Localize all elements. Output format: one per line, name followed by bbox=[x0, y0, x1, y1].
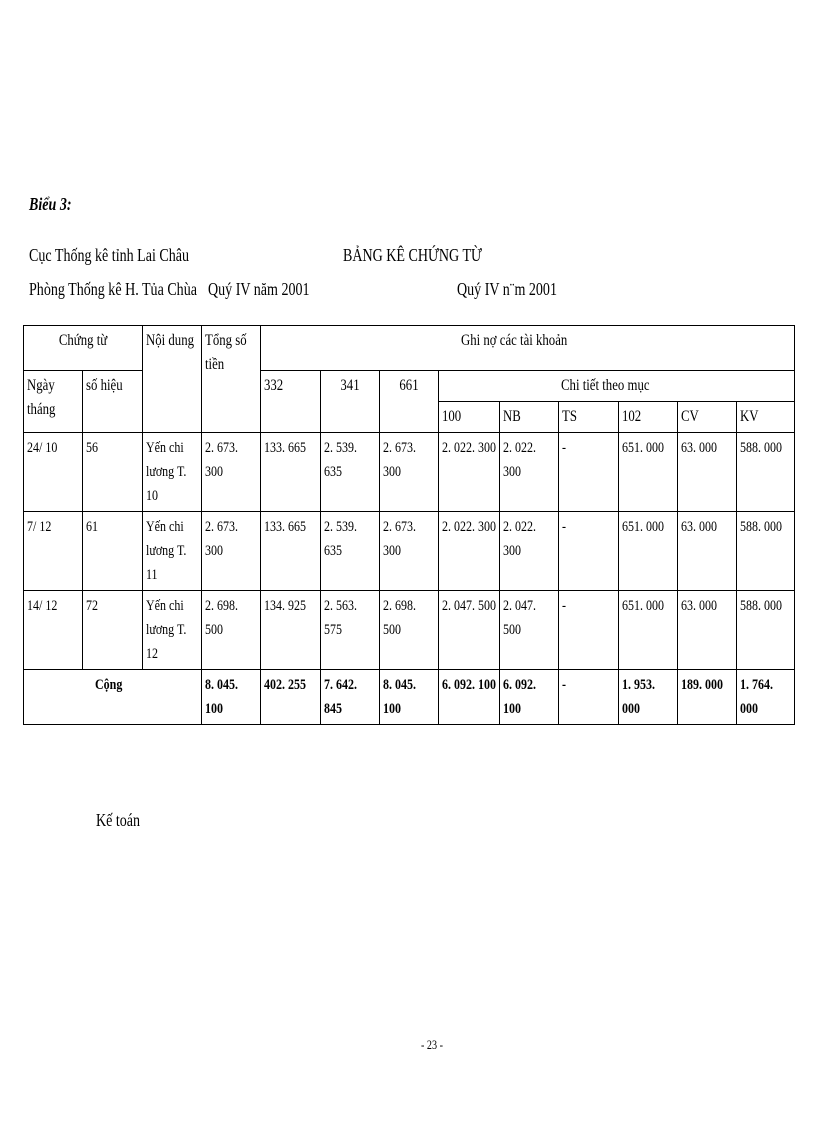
header-blank bbox=[321, 402, 380, 433]
signature-label: Kế toán bbox=[96, 810, 141, 830]
cell-nb: 2. 022. 300 bbox=[500, 433, 559, 512]
cell-nb: 2. 022. 300 bbox=[500, 512, 559, 591]
total-102: 1. 953. 000 bbox=[619, 670, 678, 725]
cell-100: 2. 047. 500 bbox=[439, 591, 500, 670]
total-row bbox=[24, 670, 795, 725]
cell-content: Yến chi lương T. 10 bbox=[143, 433, 202, 512]
total-cv: 189. 000 bbox=[678, 670, 737, 725]
cell-661: 2. 673. 300 bbox=[380, 433, 439, 512]
cell-ts: - bbox=[559, 591, 619, 670]
header-ngay-thang: Ngày tháng bbox=[24, 371, 83, 433]
form-label: Biểu 3: bbox=[29, 194, 72, 214]
document-title: BẢNG KÊ CHỨNG TỪ bbox=[343, 245, 482, 265]
period-right: Quý IV n¨m 2001 bbox=[457, 279, 557, 299]
total-341: 7. 642. 845 bbox=[321, 670, 380, 725]
cell-341: 2. 539. 635 bbox=[321, 433, 380, 512]
cell-102: 651. 000 bbox=[619, 591, 678, 670]
cell-ts: - bbox=[559, 433, 619, 512]
page-number: - 23 - bbox=[421, 1037, 443, 1052]
cell-total: 2. 673. 300 bbox=[202, 512, 261, 591]
period-left: Quý IV năm 2001 bbox=[208, 279, 310, 299]
total-661: 8. 045. 100 bbox=[380, 670, 439, 725]
header-blank bbox=[261, 402, 321, 433]
header-tong-so-tien: Tổng số tiền bbox=[202, 326, 261, 433]
header-sub-100: 100 bbox=[439, 402, 500, 433]
total-nb: 6. 092. 100 bbox=[500, 670, 559, 725]
cell-total: 2. 698. 500 bbox=[202, 591, 261, 670]
cell-341: 2. 539. 635 bbox=[321, 512, 380, 591]
table-row bbox=[24, 512, 795, 591]
total-100: 6. 092. 100 bbox=[439, 670, 500, 725]
header-sub-cv: CV bbox=[678, 402, 737, 433]
total-ts: - bbox=[559, 670, 619, 725]
table-row bbox=[24, 433, 795, 512]
cell-100: 2. 022. 300 bbox=[439, 433, 500, 512]
cell-cv: 63. 000 bbox=[678, 433, 737, 512]
cell-332: 133. 665 bbox=[261, 512, 321, 591]
header-row-1 bbox=[24, 326, 795, 371]
cell-nb: 2. 047. 500 bbox=[500, 591, 559, 670]
cell-102: 651. 000 bbox=[619, 433, 678, 512]
cell-661: 2. 673. 300 bbox=[380, 512, 439, 591]
header-acc-341: 341 bbox=[321, 371, 380, 402]
cell-102: 651. 000 bbox=[619, 512, 678, 591]
cell-total: 2. 673. 300 bbox=[202, 433, 261, 512]
header-sub-nb: NB bbox=[500, 402, 559, 433]
cell-kv: 588. 000 bbox=[737, 512, 795, 591]
total-sum: 8. 045. 100 bbox=[202, 670, 261, 725]
cell-content: Yến chi lương T. 11 bbox=[143, 512, 202, 591]
org-name: Cục Thống kê tỉnh Lai Châu bbox=[29, 245, 190, 265]
cell-661: 2. 698. 500 bbox=[380, 591, 439, 670]
cell-num: 61 bbox=[83, 512, 143, 591]
org-department: Phòng Thống kê H. Tủa Chùa bbox=[29, 279, 197, 299]
cell-num: 56 bbox=[83, 433, 143, 512]
cell-num: 72 bbox=[83, 591, 143, 670]
voucher-table bbox=[23, 325, 795, 725]
header-so-hieu: số hiệu bbox=[83, 371, 143, 433]
header-chi-tiet: Chi tiết theo mục bbox=[439, 371, 795, 402]
header-sub-kv: KV bbox=[737, 402, 795, 433]
table-row bbox=[24, 591, 795, 670]
header-chung-tu: Chứng từ bbox=[24, 326, 143, 371]
cell-kv: 588. 000 bbox=[737, 591, 795, 670]
total-332: 402. 255 bbox=[261, 670, 321, 725]
header-acc-661: 661 bbox=[380, 371, 439, 402]
header-sub-ts: TS bbox=[559, 402, 619, 433]
cell-cv: 63. 000 bbox=[678, 512, 737, 591]
header-noi-dung: Nội dung bbox=[143, 326, 202, 433]
cell-ts: - bbox=[559, 512, 619, 591]
cell-332: 133. 665 bbox=[261, 433, 321, 512]
cell-content: Yến chi lương T. 12 bbox=[143, 591, 202, 670]
total-label: Cộng bbox=[24, 670, 202, 725]
cell-kv: 588. 000 bbox=[737, 433, 795, 512]
cell-100: 2. 022. 300 bbox=[439, 512, 500, 591]
cell-332: 134. 925 bbox=[261, 591, 321, 670]
cell-341: 2. 563. 575 bbox=[321, 591, 380, 670]
header-blank bbox=[380, 402, 439, 433]
header-acc-332: 332 bbox=[261, 371, 321, 402]
header-sub-102: 102 bbox=[619, 402, 678, 433]
cell-date: 24/ 10 bbox=[24, 433, 83, 512]
header-ghi-no: Ghi nợ các tài khoản bbox=[261, 326, 795, 371]
cell-cv: 63. 000 bbox=[678, 591, 737, 670]
cell-date: 7/ 12 bbox=[24, 512, 83, 591]
header-row-2 bbox=[24, 371, 795, 402]
cell-date: 14/ 12 bbox=[24, 591, 83, 670]
total-kv: 1. 764. 000 bbox=[737, 670, 795, 725]
